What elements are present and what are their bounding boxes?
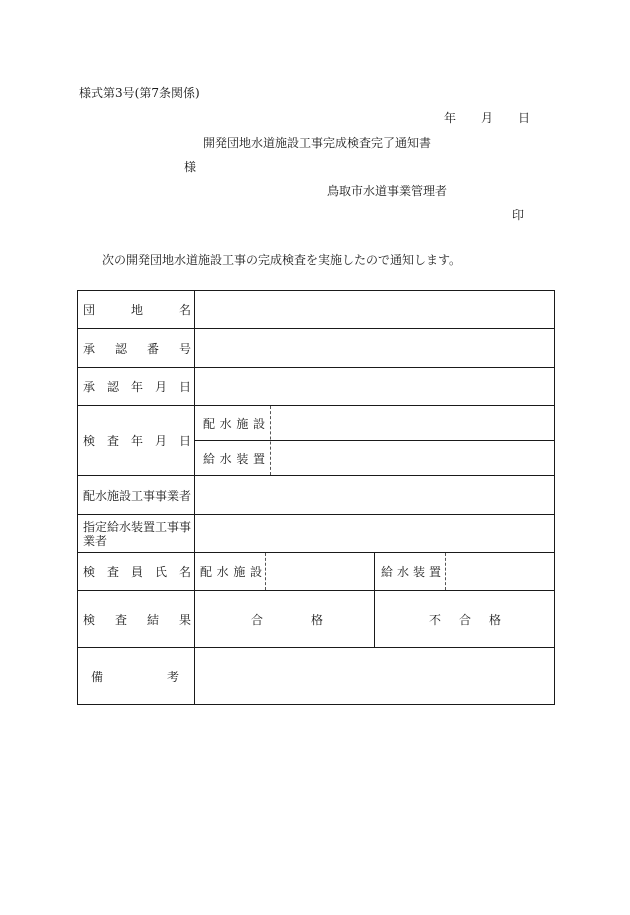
label-char: 承: [83, 380, 96, 394]
label-char: 検: [83, 434, 96, 448]
row-label-text: [83, 301, 191, 318]
label-char: 査: [114, 612, 127, 627]
sub-label-haisui-shisetsu: [203, 406, 265, 440]
result-text: [429, 611, 501, 628]
issuer-name: 鳥取市水道事業管理者: [327, 184, 448, 198]
shonin-bango-value-cell[interactable]: [195, 329, 554, 367]
label-char: 名: [178, 302, 191, 317]
label-char: 格: [488, 612, 501, 627]
haisui-jigyosha-value-cell[interactable]: [195, 476, 554, 514]
label-char: 合: [458, 612, 471, 627]
label-char: 水: [216, 565, 229, 579]
label-char: 結: [146, 612, 159, 627]
row-label-kensa-kekka: [83, 591, 191, 647]
label-char: 月: [154, 380, 167, 394]
label-char: 員: [130, 565, 143, 579]
haisui-inspector-value-cell[interactable]: [266, 553, 374, 590]
date-month-label: 月: [481, 111, 494, 125]
addressee-honorific: 様: [184, 160, 197, 174]
sub-label-text: [203, 450, 265, 467]
seal-mark: 印: [512, 208, 525, 222]
label-char: 格: [310, 612, 323, 627]
row-label-haisui-jigyosha: [83, 476, 191, 514]
row-label-shonin-bango: [83, 329, 191, 367]
row-label-kensa-nengappi: [83, 406, 191, 475]
label-char: 認: [114, 341, 127, 356]
label-char: 配: [203, 416, 216, 431]
row-label-kensain-shimei: [83, 553, 191, 590]
inspection-table: [77, 290, 555, 705]
table-border-right: [554, 290, 555, 705]
result-pass-option[interactable]: [251, 591, 323, 647]
danchi-mei-value-cell[interactable]: [195, 291, 554, 328]
split-column-divider: [374, 552, 375, 648]
sub-label-text: [381, 563, 441, 580]
result-fail-option[interactable]: [429, 591, 501, 647]
label-char: 設: [252, 416, 265, 431]
label-char: 年: [130, 380, 143, 394]
label-char: 査: [106, 565, 119, 579]
sub-label-text: [200, 563, 262, 580]
label-char: 水: [219, 416, 232, 431]
label-char: 合: [251, 612, 264, 627]
row-label-text: [83, 378, 191, 395]
label-char: 日: [178, 380, 191, 394]
label-char: 団: [83, 302, 96, 317]
row-label-kyusui-jigyosha: [83, 515, 191, 552]
label-char: 検: [83, 612, 96, 627]
label-char: 置: [428, 565, 441, 579]
table-border-bottom: [77, 704, 555, 705]
label-char: 置: [252, 451, 265, 466]
label-char: 月: [154, 434, 167, 448]
label-char: 考: [166, 669, 179, 684]
row-label-shonin-nengappi: [83, 368, 191, 405]
label-char: 号: [178, 341, 191, 356]
label-char: 承: [83, 341, 96, 356]
document-title: 開発団地水道施設工事完成検査完了通知書: [203, 136, 432, 150]
label-haisui-jigyosha-text: 配水施設工事事業者: [83, 488, 192, 503]
row-label-danchi-mei: [83, 290, 191, 328]
row-label-text: [83, 563, 191, 580]
shonin-nengappi-value-cell[interactable]: [195, 368, 554, 405]
result-text: [251, 611, 323, 628]
label-char: 名: [178, 565, 191, 579]
inspector-label-haisui-shisetsu: [200, 553, 262, 590]
label-char: 水: [219, 451, 232, 466]
label-char: 水: [396, 565, 409, 579]
row-label-text: [91, 668, 179, 685]
label-char: 年: [130, 434, 143, 448]
row-label-biko: [91, 648, 179, 704]
label-char: 備: [91, 669, 104, 684]
row-label-text: [83, 611, 191, 628]
sub-label-kyusui-sochi: [203, 441, 265, 475]
label-char: 装: [236, 451, 249, 466]
label-char: 配: [200, 565, 213, 579]
label-char: 給: [203, 451, 216, 466]
label-char: 査: [106, 434, 119, 448]
label-char: 果: [178, 612, 191, 627]
biko-value-cell[interactable]: [195, 648, 554, 704]
kyusui-jigyosha-value-cell[interactable]: [195, 515, 554, 552]
body-text: 次の開発団地水道施設工事の完成検査を実施したので通知します。: [102, 253, 462, 267]
kyusui-inspector-value-cell[interactable]: [446, 553, 554, 590]
date-day-label: 日: [518, 111, 531, 125]
label-kyusui-jigyosha-text: 指定給水装置工事事業者: [83, 519, 192, 548]
label-char: 認: [106, 380, 119, 394]
row-label-text: [83, 340, 191, 357]
label-char: 設: [249, 565, 262, 579]
inspector-label-kyusui-sochi: [381, 553, 441, 590]
table-border-left: [77, 290, 78, 705]
label-char: 施: [233, 565, 246, 579]
label-char: 番: [146, 341, 159, 356]
haisui-kensa-date-value-cell[interactable]: [271, 406, 554, 440]
form-number: 様式第3号(第7条関係): [79, 86, 200, 100]
sub-label-text: [203, 415, 265, 432]
kyusui-kensa-date-value-cell[interactable]: [271, 441, 554, 475]
label-char: 日: [178, 434, 191, 448]
label-char: 施: [236, 416, 249, 431]
label-char: 給: [381, 565, 394, 579]
date-year-label: 年: [444, 111, 457, 125]
label-char: 検: [83, 565, 96, 579]
row-label-text: [83, 432, 191, 449]
label-char: 不: [429, 612, 442, 627]
label-char: 地: [130, 302, 143, 317]
label-char: 氏: [154, 565, 167, 579]
label-char: 装: [412, 565, 425, 579]
